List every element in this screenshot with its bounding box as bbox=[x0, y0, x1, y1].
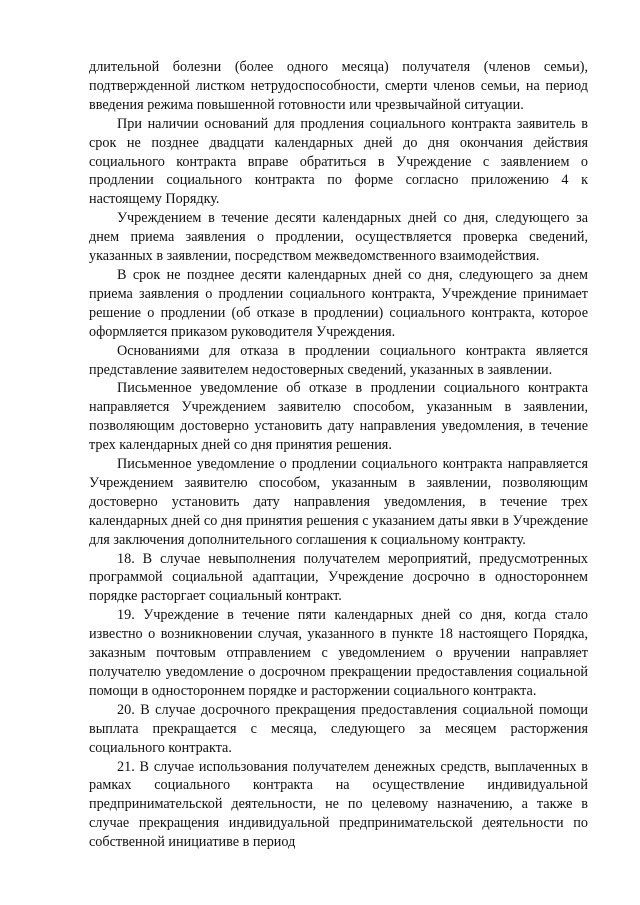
paragraph-continuation: длительной болезни (более одного месяца) получателя (членов семьи), подтвержденной листком нетрудоспособности, смерти членов семьи, на период введения режима повышенной готовности или чрезвычайной ситуации. bbox=[89, 59, 588, 113]
document-page bbox=[89, 58, 588, 852]
paragraph-item-18: 18. В случае невыполнения получателем мероприятий, предусмотренных программой социальной адаптации, Учреждение досрочно в одностороннем порядке расторгает социальный контракт. bbox=[89, 550, 588, 605]
paragraph-item-20: 20. В случае досрочного прекращения предоставления социальной помощи выплата прекращается с месяца, следующего за месяцем расторжения социального контракта. bbox=[89, 701, 588, 756]
paragraph-extension-grounds: При наличии оснований для продления социального контракта заявитель в срок не позднее двадцати календарных дней до дня окончания действия социального контракта вправе обратиться в Учреждение с заявлением о продлении социального контракта по форме согласно приложению 4 к настоящему Порядку. bbox=[89, 115, 588, 208]
paragraph-refusal-notice: Письменное уведомление об отказе в продлении социального контракта направляется Учреждением заявителю способом, указанным в заявлении, позволяющим достоверно установить дату направления уведомления, в течение трех календарных дней со дня принятия решения. bbox=[89, 380, 588, 454]
paragraph-decision: В срок не позднее десяти календарных дней со дня, следующего за днем приема заявления о продлении социального контракта, Учреждение принимает решение о продлении (об отказе в продлении) социального контракта, которое оформляется приказом руководителя Учреждения. bbox=[89, 266, 588, 340]
paragraph-refusal-grounds: Основаниями для отказа в продлении социального контракта является представление заявителем недостоверных сведений, указанных в заявлении. bbox=[89, 342, 588, 378]
paragraph-extension-notice: Письменное уведомление о продлении социального контракта направляется Учреждением заявителю способом, указанным в заявлении, позволяющим достоверно установить дату направления уведомления, в течение трех календарных дней со дня принятия решения с указанием даты явки в Учреждение для заключения дополнительного соглашения к социальному контракту. bbox=[89, 456, 588, 548]
paragraph-item-21: 21. В случае использования получателем денежных средств, выплаченных в рамках социального контракта на осуществление индивидуальной предпринимательской деятельности, не по целевому назначению, а также в случае прекращения индивидуальной предпринимательской деятельности по собственной инициативе в период bbox=[89, 758, 588, 851]
paragraph-verification: Учреждением в течение десяти календарных дней со дня, следующего за днем приема заявления о продлении, осуществляется проверка сведений, указанных в заявлении, посредством межведомственного взаимодействия. bbox=[89, 210, 588, 265]
paragraph-item-19: 19. Учреждение в течение пяти календарных дней со дня, когда стало известно о возникновении случая, указанного в пункте 18 настоящего Порядка, заказным почтовым отправлением с уведомлением о вручении направляет получателю уведомление о досрочном прекращении предоставления социальной помощи в одностороннем порядке и расторжении социального контракта. bbox=[89, 607, 588, 699]
